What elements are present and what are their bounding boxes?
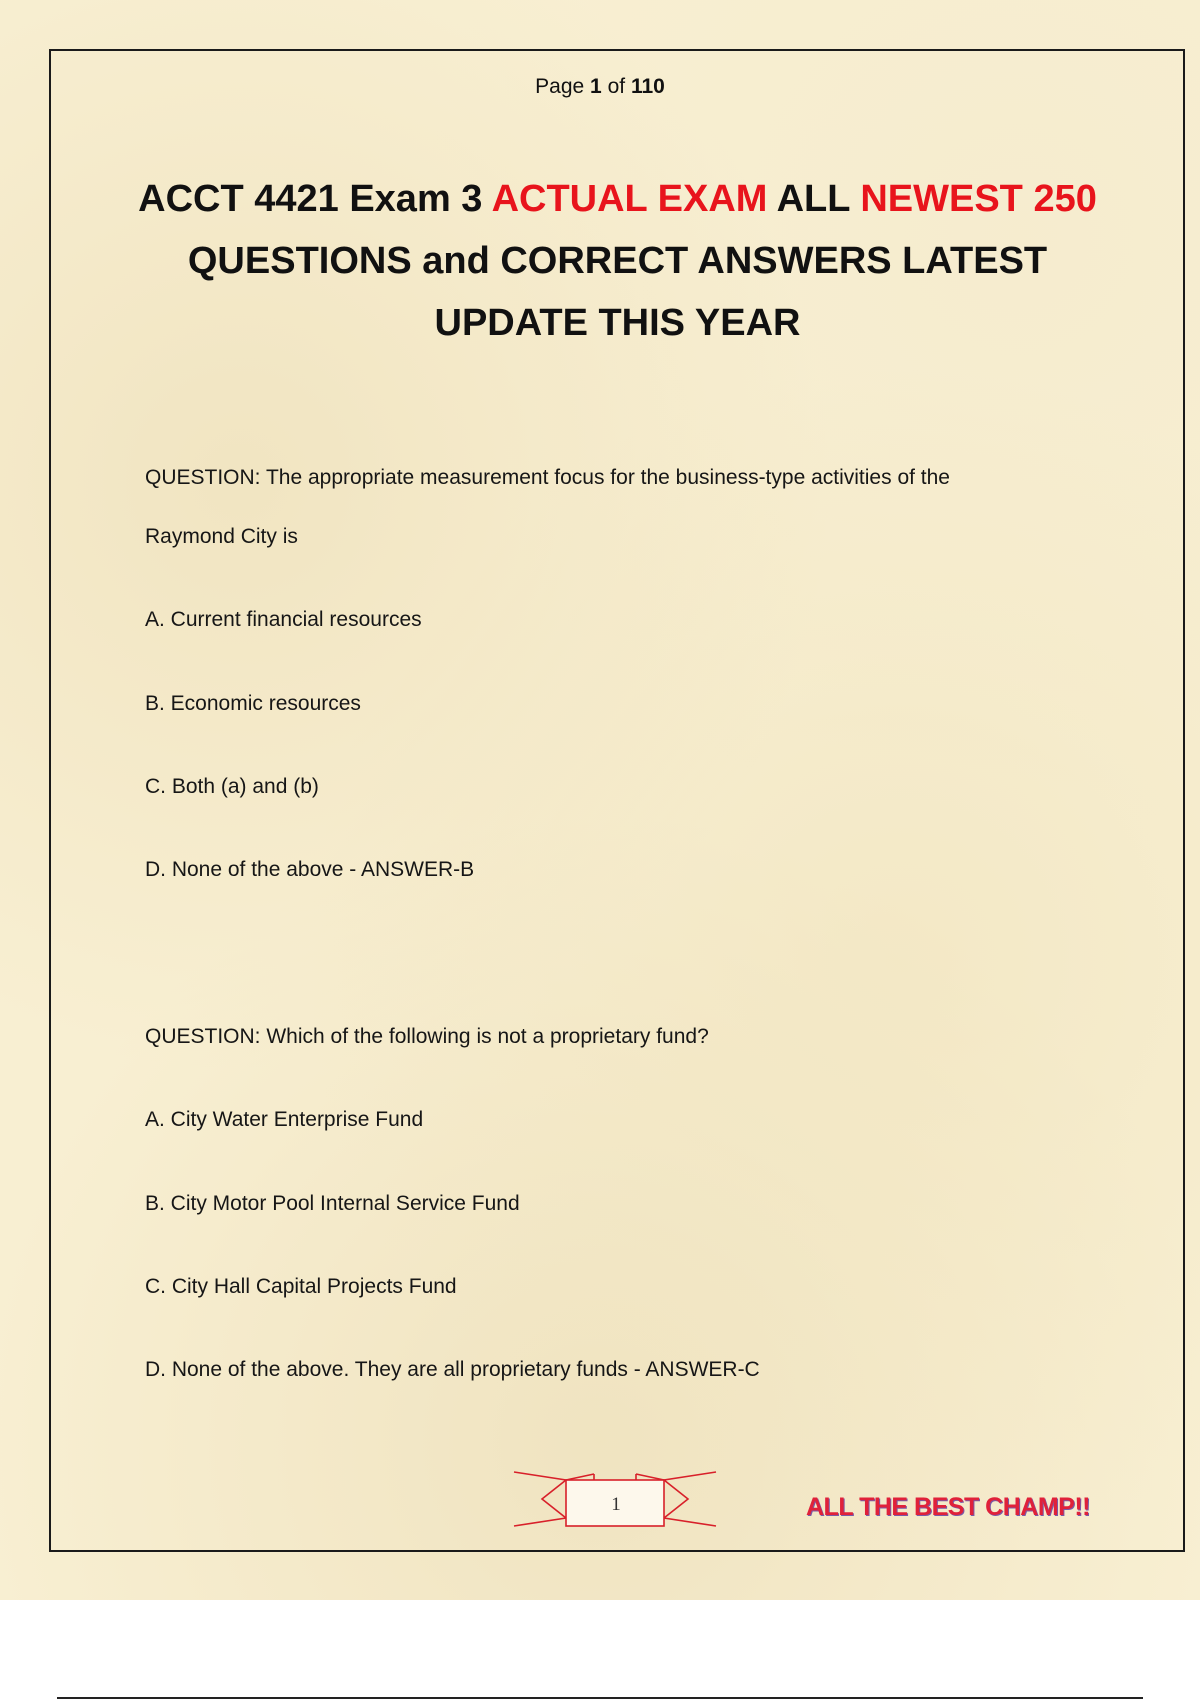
question-1-option-a: A. Current financial resources	[145, 608, 422, 631]
title-part3: ALL	[767, 178, 861, 220]
question-1-option-c: C. Both (a) and (b)	[145, 775, 319, 798]
bottom-divider	[57, 1697, 1143, 1699]
page-current: 1	[590, 75, 602, 98]
question-1-option-b: B. Economic resources	[145, 692, 361, 715]
document-title	[130, 168, 1105, 354]
question-2-option-a: A. City Water Enterprise Fund	[145, 1108, 424, 1131]
title-newest: NEWEST 250	[860, 178, 1097, 220]
page-total: 110	[630, 75, 665, 98]
title-line2: QUESTIONS and CORRECT ANSWERS LATEST	[187, 240, 1048, 282]
question-1-option-d: D. None of the above - ANSWER-B	[145, 858, 475, 881]
question-2-text-line1: QUESTION: Which of the following is not a proprietary fund?	[145, 1025, 709, 1048]
question-1-text-line1: QUESTION: The appropriate measurement focus for the business-type activities of the	[145, 466, 950, 489]
footer-slogan: ALL THE BEST CHAMP!!	[806, 1493, 1090, 1521]
page-of: of	[607, 75, 626, 98]
footer-page-number: 1	[611, 1494, 621, 1515]
question-1-text-line2: Raymond City is	[145, 525, 298, 548]
question-2-option-b: B. City Motor Pool Internal Service Fund	[145, 1192, 520, 1215]
question-2-option-d: D. None of the above. They are all proprietary funds - ANSWER-C	[145, 1358, 760, 1381]
question-2-option-c: C. City Hall Capital Projects Fund	[145, 1275, 457, 1298]
page-header	[0, 75, 1200, 99]
page-label: Page	[535, 75, 585, 98]
title-part1: ACCT 4421 Exam 3	[138, 178, 492, 220]
title-line3: UPDATE THIS YEAR	[434, 302, 801, 344]
title-actual-exam: ACTUAL EXAM	[491, 178, 768, 220]
